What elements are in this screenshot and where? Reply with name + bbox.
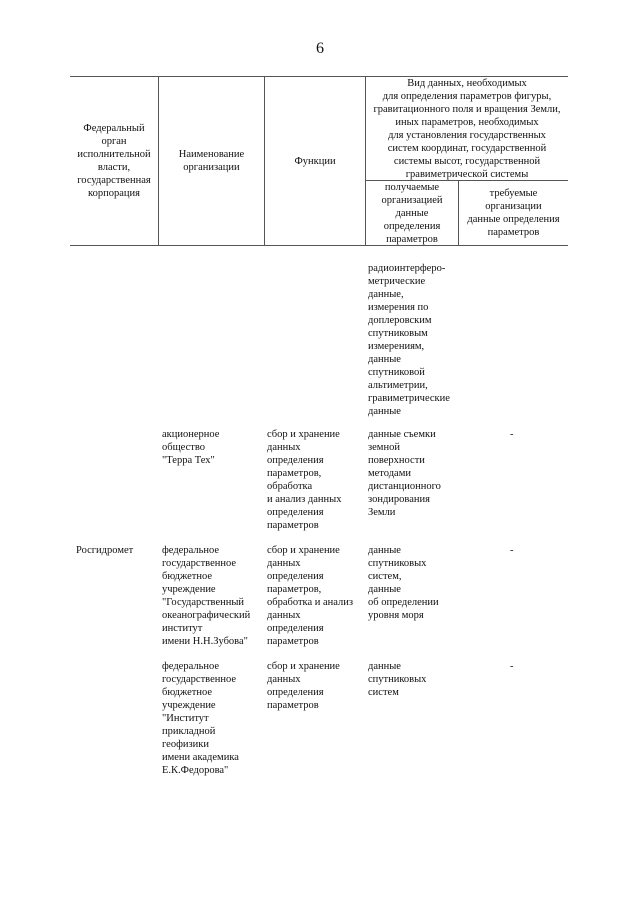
page-number: 6 [316, 40, 324, 57]
row-2-federal-body: Росгидромет [76, 545, 134, 556]
row-2-received: данные спутниковых систем, данные об определении уровня моря [368, 545, 439, 621]
header-functions-text: Функции [294, 155, 336, 167]
row-3-received: данные спутниковых систем [368, 661, 427, 698]
header-functions [265, 77, 365, 245]
row-1-functions: сбор и хранение данных определения параметров, обработка и анализ данных определения параметров [267, 429, 342, 531]
header-organization-text: Наименование организации [178, 149, 245, 173]
row-3-functions: сбор и хранение данных определения параметров [267, 661, 340, 711]
header-received-data-text: получаемые организацией данные определения параметров [381, 181, 443, 245]
header-required-data-text: требуемые организации данные определения параметров [467, 188, 560, 238]
header-bottom-border [70, 245, 568, 246]
header-data-type-group-text: Вид данных, необходимых для определения параметров фигуры, гравитационного поля и вращения Земли, иных параметров, необходимых для установления государственных систем координат, государственной системы высот, государственной гравиметрической системы [373, 77, 561, 180]
row-1-received: данные съемки земной поверхности методами дистанционного зондирования Земли [368, 429, 441, 518]
header-federal-body [70, 77, 158, 245]
row-2-organization: федеральное государственное бюджетное учреждение "Государственный океанографический институт имени Н.Н.Зубова" [162, 545, 251, 647]
header-data-type-group [366, 77, 568, 180]
row-2-required: - [510, 545, 514, 556]
row-1-required: - [510, 429, 514, 440]
row-2-functions: сбор и хранение данных определения параметров, обработка и анализ данных определения параметров [267, 545, 354, 647]
row-0-received: радиоинтерферо- метрические данные, измерения по доплеровским спутниковым измерениям, данные спутниковой альтиметрии, гравиметрические данные [368, 263, 450, 417]
header-organization [159, 77, 264, 245]
row-3-required: - [510, 661, 514, 672]
row-1-organization: акционерное общество "Терра Тех" [162, 429, 220, 466]
header-federal-body-text: Федеральный орган исполнительной власти, государственная корпорация [77, 123, 151, 199]
row-3-organization: федеральное государственное бюджетное учреждение "Институт прикладной геофизики имени академика Е.К.Федорова" [162, 661, 239, 776]
header-required-data [459, 181, 568, 245]
header-received-data [366, 181, 458, 245]
